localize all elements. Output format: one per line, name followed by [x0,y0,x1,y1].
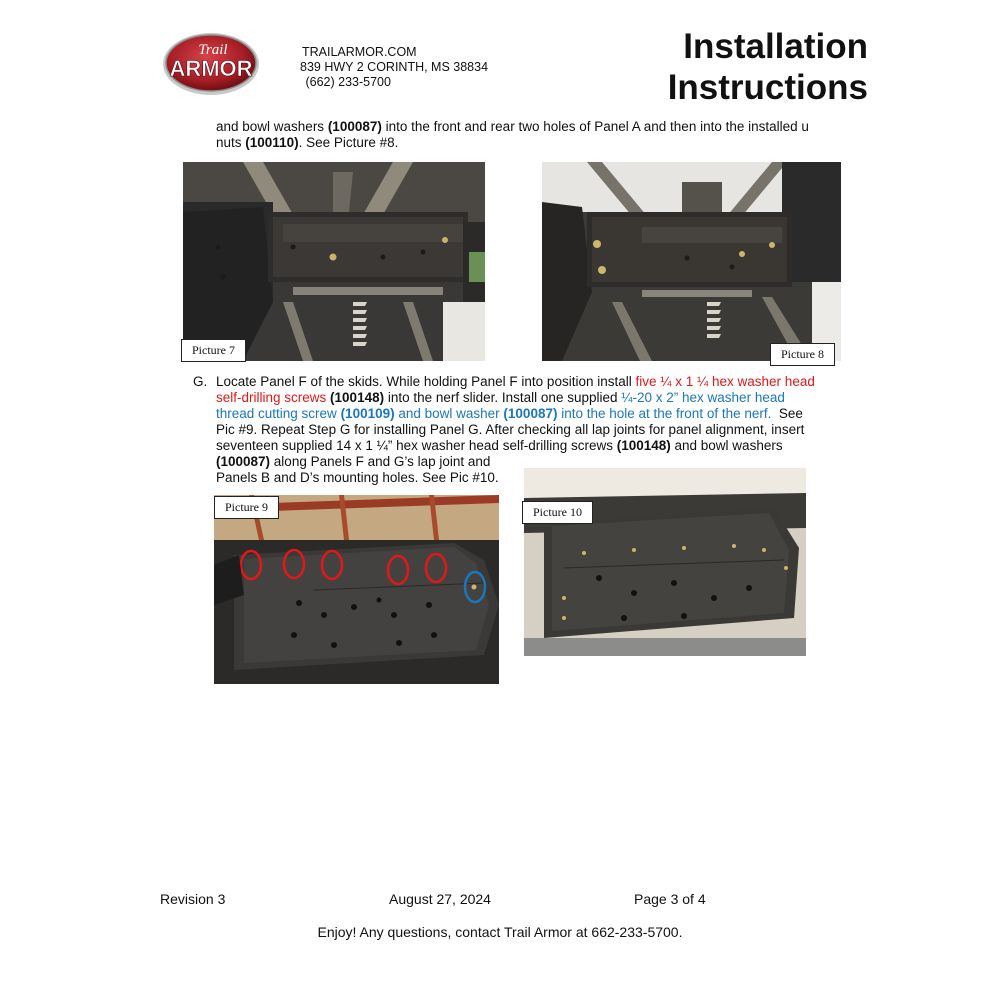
date-text: August 27, 2024 [389,891,491,907]
picture-9-caption: Picture 9 [214,496,279,519]
title-line-2: Instructions [667,68,868,107]
part-number-blue: (100087) [503,406,558,421]
picture-8-photo [542,162,841,361]
part-number: (100087) [327,119,382,134]
page-number: Page 3 of 4 [634,891,706,907]
highlight-red-text: self-drilling screws [216,390,327,405]
svg-text:Trail: Trail [198,42,228,58]
highlight-blue-text: and bowl washer [394,406,504,421]
intro-text: . See Picture #8. [298,135,399,150]
intro-text: nuts [216,135,246,150]
picture-10-caption: Picture 10 [522,501,593,524]
part-number: (100087) [216,454,271,469]
svg-text:ARMOR: ARMOR [169,56,253,81]
intro-text: and bowl washers [216,119,328,134]
step-text: and bowl washers [670,438,783,453]
address-text: 839 HWY 2 CORINTH, MS 38834 [300,60,489,74]
step-text: along Panels F and G’s lap joint and [270,454,491,469]
page-title [668,26,868,108]
step-text: Locate Panel F of the skids. While holding Panel F into position install [216,374,636,389]
picture-7-caption: Picture 7 [181,339,246,362]
website-text: TRAILARMOR.COM [302,45,417,59]
step-text: See [771,406,803,421]
company-contact [302,45,488,90]
picture-9-photo [214,495,499,684]
part-number: (100148) [616,438,671,453]
picture-10-photo [524,468,806,656]
trail-armor-logo [161,30,261,96]
highlight-blue-text: into the hole at the front of the nerf. [557,406,772,421]
part-number: (100110) [245,135,299,150]
picture-8-caption: Picture 8 [770,343,835,366]
step-text: Pic #9. Repeat Step G for installing Panel G. After checking all lap joints for panel alignment, insert [216,422,805,437]
title-line-1: Installation [683,27,868,66]
step-text: into the nerf slider. Install one supplied [384,390,622,405]
highlight-blue-text: thread cutting screw [216,406,341,421]
highlight-blue-text: ¼-20 x 2” hex washer head [621,390,785,405]
revision-text: Revision 3 [160,891,226,907]
part-number-blue: (100109) [340,406,395,421]
intro-text: into the front and rear two holes of Panel A and then into the installed u [381,119,809,134]
highlight-red-text: five ¼ x 1 ¼ hex washer head [635,374,815,389]
step-text: Panels B and D’s mounting holes. See Pic #10. [216,470,499,485]
footer-contact: Enjoy! Any questions, contact Trail Armor at 662-233-5700. [317,924,683,940]
phone-text: (662) 233-5700 [302,75,391,89]
part-number: (100148) [330,390,385,405]
step-text: seventeen supplied 14 x 1 ¼” hex washer head self-drilling screws [216,438,617,453]
step-g-label: G. [193,374,208,389]
picture-7-photo [183,162,485,361]
intro-paragraph [216,119,856,151]
